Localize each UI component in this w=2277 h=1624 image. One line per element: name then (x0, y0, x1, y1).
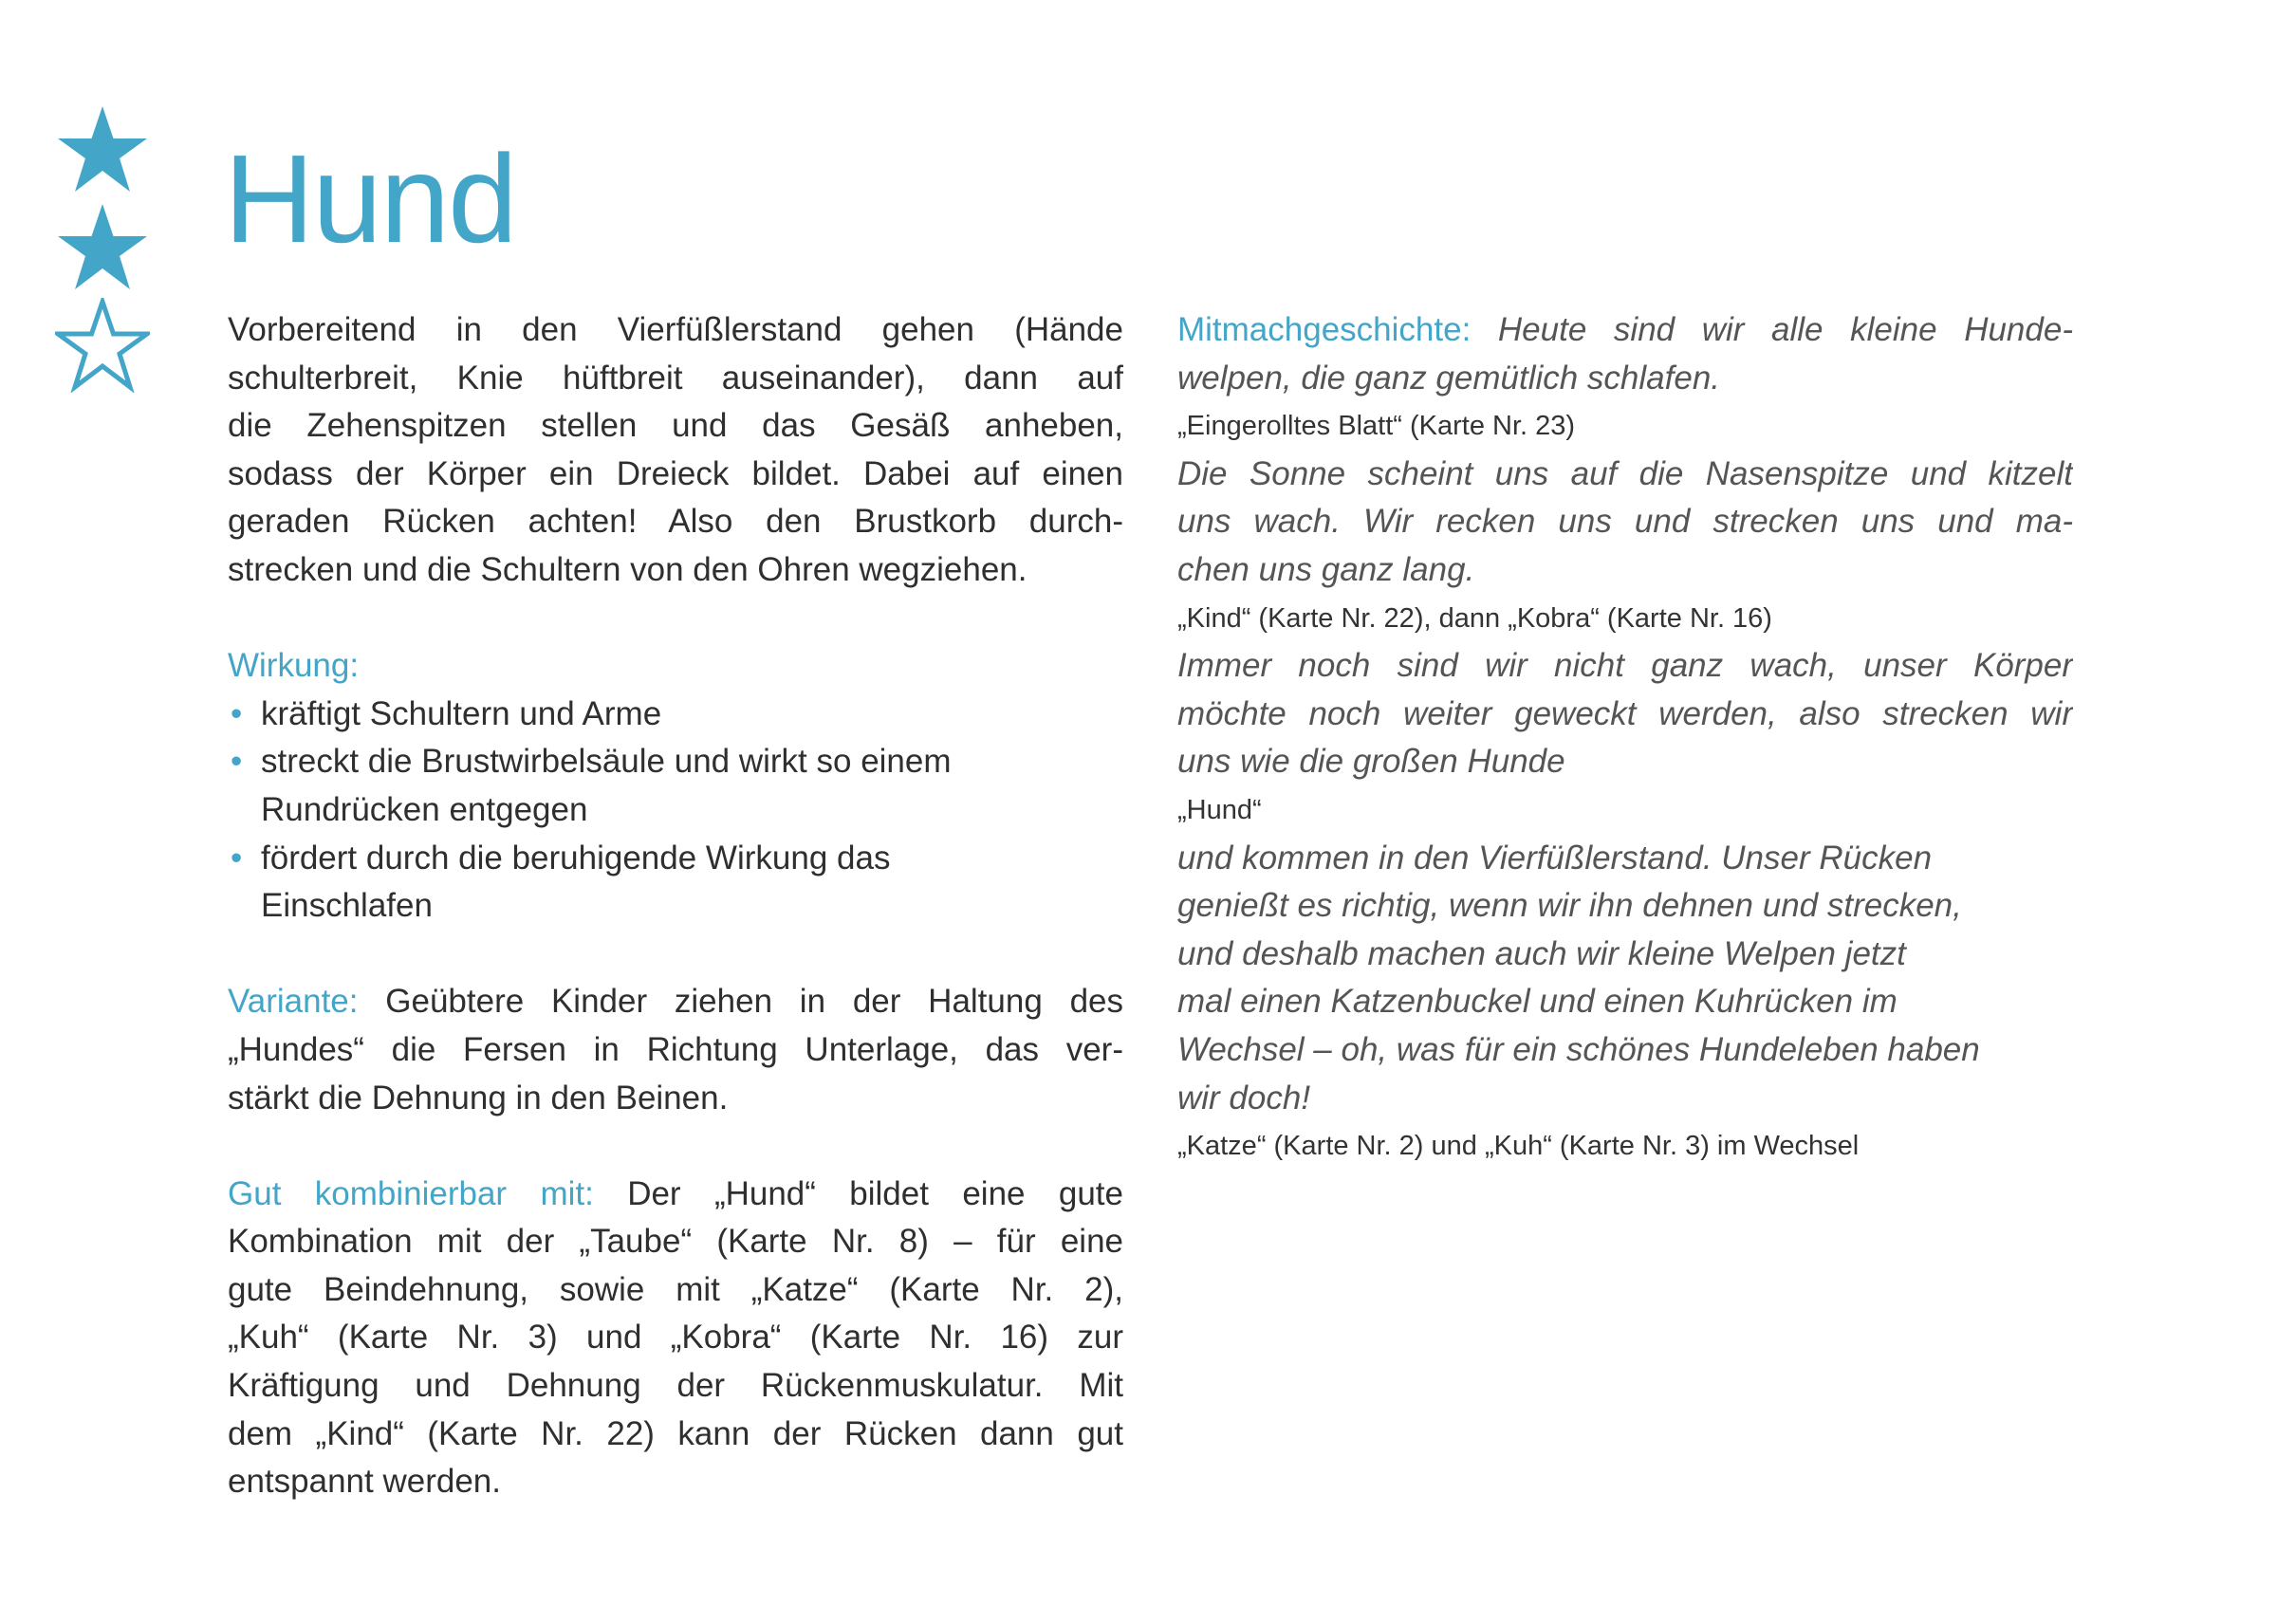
list-item-line (228, 786, 1123, 835)
text-line: die Zehenspitzen stellen und das Gesäß anheben, (228, 407, 1123, 445)
pose-cue (1177, 1122, 2073, 1171)
list-item-text: kräftigt Schultern und Arme (261, 694, 662, 732)
text-line (1177, 1026, 2073, 1075)
text-line (228, 1026, 1123, 1075)
text: stärkt die Dehnung in den Beinen. (228, 1079, 729, 1116)
text-line (1177, 546, 2073, 595)
text-line: schulterbreit, Knie hüftbreit auseinander), dann auf (228, 359, 1123, 397)
text-line (1177, 786, 2073, 835)
text: „Kuh“ (Karte Nr. 3) und „Kobra“ (Karte Nr. 16) zur (228, 1319, 1123, 1356)
text: Heute sind wir alle kleine Hunde- (1471, 311, 2073, 348)
right-column (1177, 306, 2073, 1171)
text: chen uns ganz lang. (1177, 550, 1475, 588)
text: Geübtere Kinder ziehen in der Haltung des (358, 983, 1123, 1021)
text-line (1177, 306, 2073, 355)
star-filled-icon (55, 200, 150, 295)
text-line (228, 1218, 1123, 1266)
text: „Kind“ (Karte Nr. 22), dann „Kobra“ (Karte Nr. 16) (1177, 602, 1772, 634)
text-line (1177, 978, 2073, 1026)
text: „Hund“ (1177, 794, 1262, 825)
spacer (228, 595, 1123, 643)
text: wir doch! (1177, 1079, 1311, 1116)
text: mal einen Katzenbuckel und einen Kuhrücken im (1177, 983, 1898, 1021)
text: dem „Kind“ (Karte Nr. 22) kann der Rücken dann gut (228, 1414, 1123, 1452)
list-item-line (228, 691, 1123, 739)
intro-paragraph (228, 306, 1123, 595)
text: und kommen in den Vierfüßlerstand. Unser Rücken (1177, 839, 1933, 877)
text: „Eingerolltes Blatt“ (Karte Nr. 23) (1177, 411, 1576, 442)
text-line (228, 1362, 1123, 1411)
wirkung-section (228, 642, 1123, 931)
star-outline-icon (55, 298, 150, 393)
text-line: strecken und die Schultern von den Ohren wegziehen. (228, 550, 1027, 588)
story-block (1177, 835, 2073, 1123)
text-line (1177, 642, 2073, 691)
pose-cue (1177, 595, 2073, 643)
bullet-icon: • (231, 694, 243, 732)
mitmach-label: Mitmachgeschichte: (1177, 311, 1472, 348)
text: möchte noch weiter geweckt werden, also strecken wir (1177, 694, 2073, 732)
page-title: Hund (224, 129, 516, 268)
text-line (228, 1411, 1123, 1459)
text: Immer noch sind wir nicht ganz wach, unser Körper (1177, 647, 2073, 685)
text-line (1177, 402, 2073, 451)
pose-cue (1177, 786, 2073, 835)
list-item-text: fördert durch die beruhigende Wirkung das (261, 839, 891, 877)
star-filled-icon (55, 102, 150, 197)
text: Der „Hund“ bildet eine gute (593, 1174, 1123, 1212)
list-item-line (228, 738, 1123, 786)
text: gute Beindehnung, sowie mit „Katze“ (Karte Nr. 2), (228, 1270, 1123, 1308)
list-item (228, 738, 1123, 834)
text-line (1177, 451, 2073, 499)
text-line (1177, 355, 2073, 403)
bullet-icon: • (231, 743, 243, 781)
list-item (228, 835, 1123, 931)
story-block (1177, 642, 2073, 786)
list-item-line (228, 882, 1123, 931)
text: „Hundes“ die Fersen in Richtung Unterlage, das ver- (228, 1030, 1123, 1068)
text-line (1177, 931, 2073, 979)
left-column (228, 306, 1123, 1506)
text: entspannt werden. (228, 1463, 501, 1501)
kombinierbar-section (228, 1171, 1123, 1506)
text-line: Vorbereitend in den Vierfüßlerstand gehen (Hände (228, 311, 1123, 348)
text-line (1177, 1122, 2073, 1171)
pose-cue (1177, 402, 2073, 451)
list-item-text: streckt die Brustwirbelsäule und wirkt so einem (261, 743, 952, 781)
text-line (228, 1075, 1123, 1123)
text: Wechsel – oh, was für ein schönes Hundeleben haben (1177, 1030, 1980, 1068)
list-item-text: Einschlafen (261, 887, 433, 925)
text: uns wie die großen Hunde (1177, 743, 1565, 781)
text-line: sodass der Körper ein Dreieck bildet. Dabei auf einen (228, 454, 1123, 492)
story-block (1177, 306, 2073, 402)
text-line (1177, 1075, 2073, 1123)
text-line (228, 1171, 1123, 1219)
spacer (228, 931, 1123, 979)
text-line (1177, 691, 2073, 739)
list-item-text: Rundrücken entgegen (261, 790, 588, 828)
story-block (1177, 451, 2073, 595)
text-line (228, 1314, 1123, 1362)
text-line (1177, 835, 2073, 883)
text: uns wach. Wir recken uns und strecken uns und ma- (1177, 503, 2073, 541)
text-line (228, 1458, 1123, 1506)
text: und deshalb machen auch wir kleine Welpen jetzt (1177, 934, 1906, 972)
text-line (228, 1266, 1123, 1315)
text-line (1177, 882, 2073, 931)
spacer (228, 1122, 1123, 1171)
wirkung-heading: Wirkung: (228, 647, 360, 685)
text: genießt es richtig, wenn wir ihn dehnen und strecken, (1177, 887, 1962, 925)
variante-section (228, 978, 1123, 1122)
text: Kombination mit der „Taube“ (Karte Nr. 8) – für eine (228, 1223, 1123, 1261)
text: „Katze“ (Karte Nr. 2) und „Kuh“ (Karte Nr. 3) im Wechsel (1177, 1131, 1860, 1162)
bullet-icon: • (231, 839, 243, 877)
text-line (1177, 595, 2073, 643)
text: Kräftigung und Dehnung der Rückenmuskulatur. Mit (228, 1367, 1123, 1405)
kombinierbar-section-label: Gut kombinierbar mit: (228, 1174, 594, 1212)
text-line (1177, 738, 2073, 786)
variante-section-label: Variante: (228, 983, 359, 1021)
text: welpen, die ganz gemütlich schlafen. (1177, 359, 1721, 397)
text-line (1177, 498, 2073, 546)
text-line (228, 978, 1123, 1026)
list-item (228, 691, 1123, 739)
list-item-line (228, 835, 1123, 883)
text-line: geraden Rücken achten! Also den Brustkorb durch- (228, 503, 1123, 541)
text: Die Sonne scheint uns auf die Nasenspitze und kitzelt (1177, 454, 2073, 492)
